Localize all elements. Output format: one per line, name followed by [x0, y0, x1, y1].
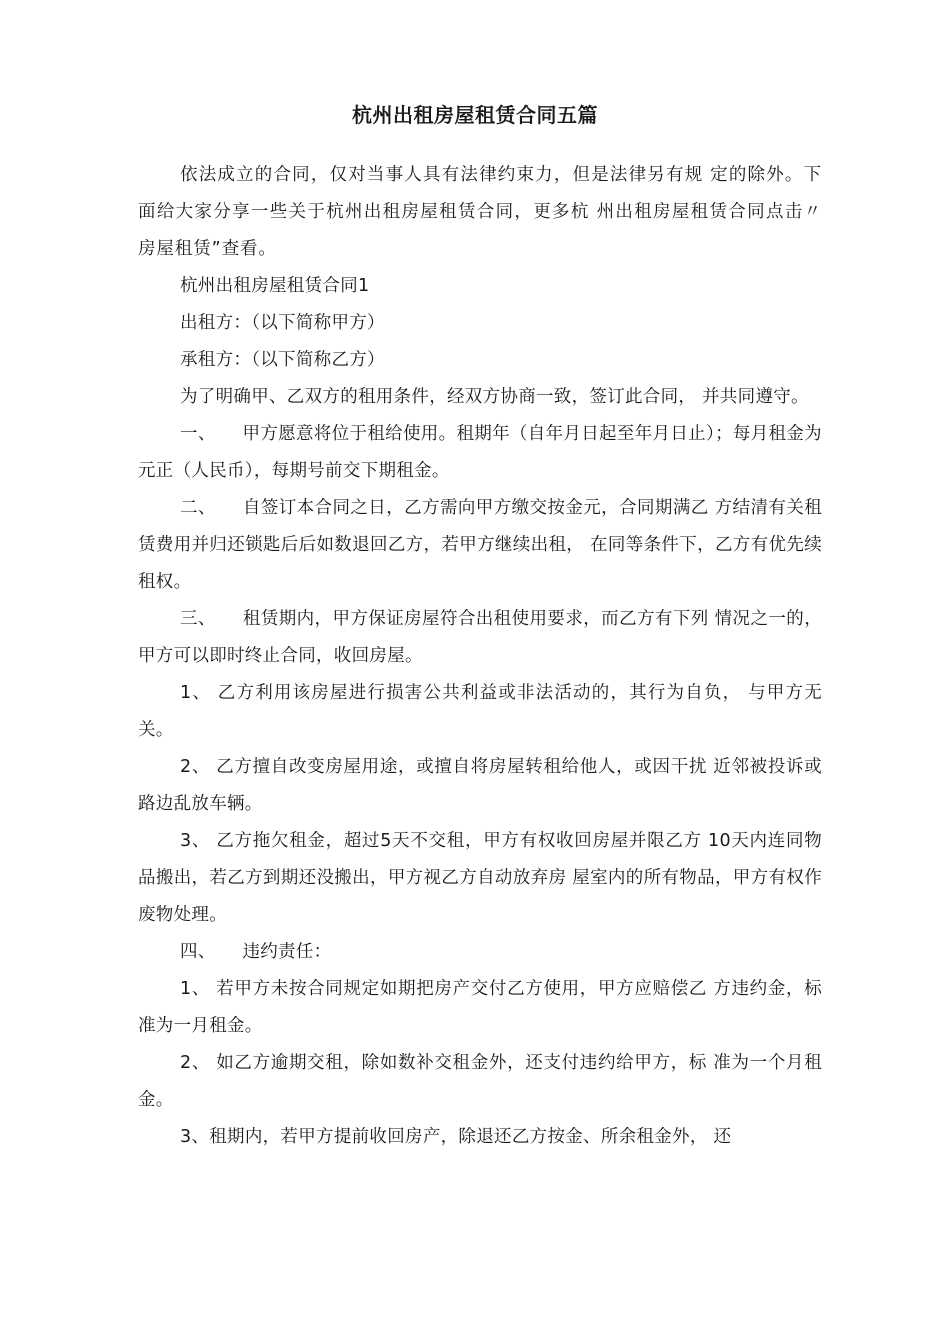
- lessor-line: 出租方：（以下简称甲方）: [180, 313, 385, 333]
- document-title: 杭州出租房屋租赁合同五篇: [352, 103, 598, 127]
- clause-2: 二、 自签订本合同之日，乙方需向甲方缴交按金元，合同期满乙 方结清有关租赁费用并归还锁匙后后如数退回乙方，若甲方继续出租， 在同等条件下，乙方有优先续租权。: [138, 498, 822, 592]
- clause-4-item-2: 2、 如乙方逾期交租，除如数补交租金外，还支付违约给甲方，标 准为一个月租金。: [138, 1053, 822, 1110]
- clause-3-item-3: 3、 乙方拖欠租金，超过5天不交租，甲方有权收回房屋并限乙方 10天内连同物品搬出，若乙方到期还没搬出，甲方视乙方自动放弃房 屋室内的所有物品，甲方有权作废物处理。: [138, 831, 822, 925]
- clause-3-item-2: 2、 乙方擅自改变房屋用途，或擅自将房屋转租给他人，或因干扰 近邻被投诉或路边乱放车辆。: [138, 757, 822, 814]
- preamble-paragraph: 为了明确甲、乙双方的租用条件，经双方协商一致，签订此合同， 并共同遵守。: [180, 387, 809, 407]
- clause-4-item-1: 1、 若甲方未按合同规定如期把房产交付乙方使用，甲方应赔偿乙 方违约金，标准为一月租金。: [138, 979, 822, 1036]
- clause-3-item-1: 1、 乙方利用该房屋进行损害公共利益或非法活动的，其行为自负， 与甲方无关。: [138, 683, 822, 740]
- lessee-line: 承租方：（以下简称乙方）: [180, 350, 385, 370]
- clause-3: 三、 租赁期内，甲方保证房屋符合出租使用要求，而乙方有下列 情况之一的，甲方可以即时终止合同，收回房屋。: [138, 609, 822, 666]
- intro-paragraph: 依法成立的合同，仅对当事人具有法律约束力，但是法律另有规 定的除外。下面给大家分享一些关于杭州出租房屋租赁合同，更多杭 州出租房屋租赁合同点击〃房屋租赁”查看。: [138, 165, 822, 259]
- clause-4: 四、 违约责任：: [180, 942, 332, 962]
- clause-1: 一、 甲方愿意将位于租给使用。租期年（自年月日起至年月日止）；每月租金为元正（人民币），每期号前交下期租金。: [138, 424, 822, 481]
- contract-heading: 杭州出租房屋租赁合同1: [180, 276, 370, 296]
- clause-4-item-3: 3、租期内，若甲方提前收回房产，除退还乙方按金、所余租金外， 还: [180, 1127, 732, 1147]
- document-body: [138, 157, 822, 1156]
